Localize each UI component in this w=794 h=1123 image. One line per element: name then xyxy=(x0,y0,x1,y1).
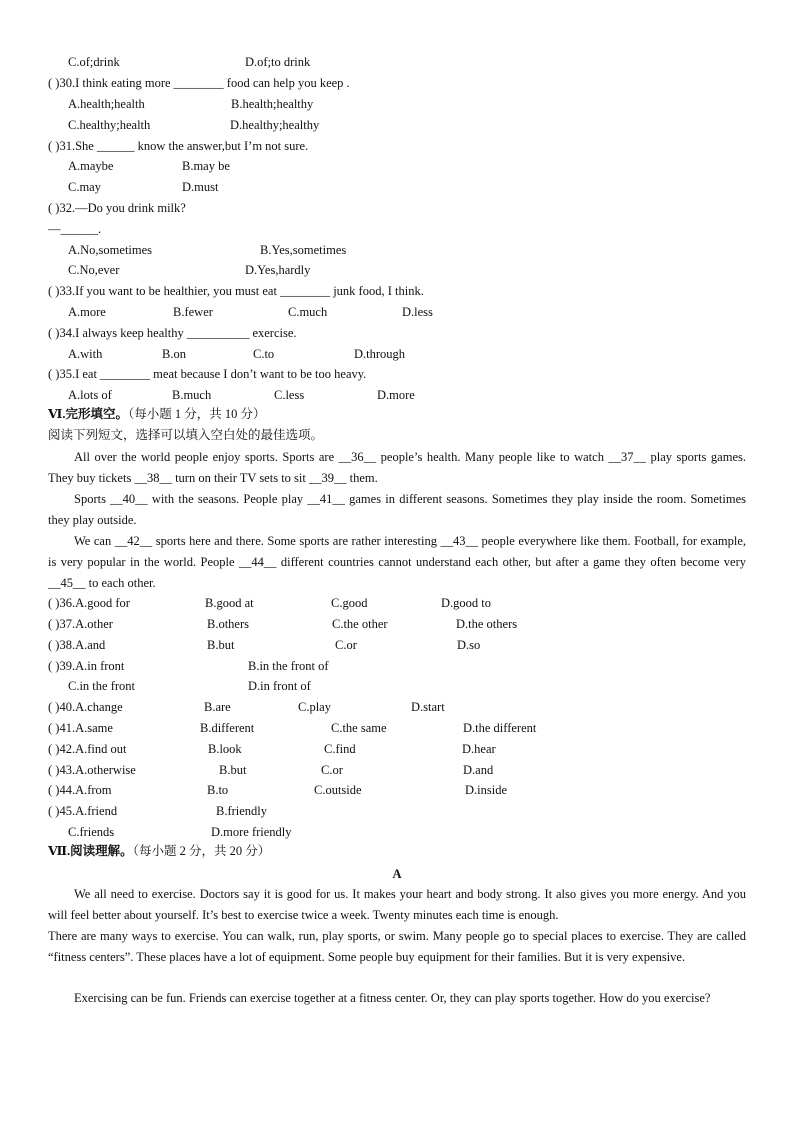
cloze-q36-stem: ( )36.A.good for xyxy=(48,596,130,610)
cloze-paragraph-2: Sports __40__ with the seasons. People play __41__ games in different seasons. Sometimes they play inside the room. Sometimes they play outside. xyxy=(48,492,746,527)
cloze-paragraph-3: We can __42__ sports here and there. Some sports are rather interesting __43__ people everywhere like them. Football, for example, is very popular in the world. People __44__ different countries cannot understand each other, but after a game they often become very __45__ to each other. xyxy=(48,534,746,590)
cloze-q41-option-c: C.the same xyxy=(331,721,387,735)
q33-option-a: A.more xyxy=(68,305,106,319)
cloze-q39-option-c: C.in the front xyxy=(68,679,136,693)
cloze-q43-option-c: C.or xyxy=(321,763,343,777)
cloze-q44-stem: ( )44.A.from xyxy=(48,783,112,797)
q32-option-d: D.Yes,hardly xyxy=(245,263,311,277)
cloze-q37-stem: ( )37.A.other xyxy=(48,617,113,631)
q33-option-c: C.much xyxy=(288,305,328,319)
cloze-q36-option-b: B.good at xyxy=(205,596,254,610)
section6-heading: Ⅵ.完形填空。 xyxy=(48,407,128,421)
q31-option-b: B.may be xyxy=(182,159,230,173)
passage-title: A xyxy=(392,867,402,881)
q31-option-c: C.may xyxy=(68,180,101,194)
cloze-q37-option-c: C.the other xyxy=(332,617,388,631)
cloze-q36-option-c: C.good xyxy=(331,596,368,610)
cloze-q42-option-c: C.find xyxy=(324,742,356,756)
q30-option-a: A.health;health xyxy=(68,97,145,111)
cloze-q37-option-d: D.the others xyxy=(456,617,518,631)
cloze-q44-option-d: D.inside xyxy=(465,783,508,797)
cloze-q45-option-b: B.friendly xyxy=(216,804,268,818)
cloze-q40-option-d: D.start xyxy=(411,700,445,714)
reading-paragraph-1: We all need to exercise. Doctors say it is good for us. It makes your heart and body strong. It also gives you more energy. And you will feel better about yourself. It’s best to exercise twice a week. Twenty minutes each time is enough. xyxy=(48,887,746,922)
cloze-q41-option-d: D.the different xyxy=(463,721,537,735)
cloze-q42-stem: ( )42.A.find out xyxy=(48,742,127,756)
cloze-q42-option-b: B.look xyxy=(208,742,242,756)
q32-option-c: C.No,ever xyxy=(68,263,120,277)
cloze-q37-option-b: B.others xyxy=(207,617,250,631)
cloze-q45-option-c: C.friends xyxy=(68,825,115,839)
q34-option-c: C.to xyxy=(253,347,275,361)
cloze-q41-option-b: B.different xyxy=(200,721,255,735)
cloze-q39-stem: ( )39.A.in front xyxy=(48,659,125,673)
cloze-q38-stem: ( )38.A.and xyxy=(48,638,106,652)
q35-option-b: B.much xyxy=(172,388,212,402)
q32-stem: ( )32.—Do you drink milk? xyxy=(48,201,186,215)
reading-paragraph-3: Exercising can be fun. Friends can exercise together at a fitness center. Or, they can play sports together. How do you exercise? xyxy=(74,991,711,1005)
q30-option-c: C.healthy;health xyxy=(68,118,151,132)
q29-option-c: C.of;drink xyxy=(68,55,120,69)
section6-score: （每小题 1 分，共 10 分） xyxy=(128,407,266,421)
cloze-q41-stem: ( )41.A.same xyxy=(48,721,113,735)
cloze-q43-option-b: B.but xyxy=(219,763,247,777)
cloze-q38-option-b: B.but xyxy=(207,638,235,652)
q35-option-c: C.less xyxy=(274,388,305,402)
q35-option-a: A.lots of xyxy=(68,388,112,402)
cloze-q40-option-c: C.play xyxy=(298,700,331,714)
cloze-q45-stem: ( )45.A.friend xyxy=(48,804,118,818)
section7-heading: Ⅶ.阅读理解。 xyxy=(48,844,133,858)
q33-stem: ( )33.If you want to be healthier, you must eat ________ junk food, I think. xyxy=(48,284,424,298)
q34-option-a: A.with xyxy=(68,347,103,361)
section6-instruction: 阅读下列短文，选择可以填入空白处的最佳选项。 xyxy=(48,428,324,442)
cloze-q42-option-d: D.hear xyxy=(462,742,496,756)
cloze-q43-stem: ( )43.A.otherwise xyxy=(48,763,136,777)
q30-option-d: D.healthy;healthy xyxy=(230,118,320,132)
q30-stem: ( )30.I think eating more ________ food can help you keep . xyxy=(48,76,350,90)
q34-stem: ( )34.I always keep healthy __________ exercise. xyxy=(48,326,297,340)
q32-answer-line: —______. xyxy=(48,222,102,236)
cloze-q39-option-d: D.in front of xyxy=(248,679,311,693)
cloze-q38-option-c: C.or xyxy=(335,638,357,652)
cloze-q45-option-d: D.more friendly xyxy=(211,825,292,839)
cloze-paragraph-1: All over the world people enjoy sports. Sports are __36__ people’s health. Many people like to watch __37__ play sports games. They buy tickets __38__ turn on their TV sets to sit __39__ them. xyxy=(48,450,746,485)
cloze-q36-option-d: D.good to xyxy=(441,596,491,610)
q31-stem: ( )31.She ______ know the answer,but I’m not sure. xyxy=(48,139,309,153)
cloze-q43-option-d: D.and xyxy=(463,763,494,777)
cloze-q39-option-b: B.in the front of xyxy=(248,659,329,673)
q35-stem: ( )35.I eat ________ meat because I don’t want to be too heavy. xyxy=(48,367,367,381)
q33-option-b: B.fewer xyxy=(173,305,213,319)
q29-option-d: D.of;to drink xyxy=(245,55,311,69)
q32-option-a: A.No,sometimes xyxy=(68,243,153,257)
cloze-q38-option-d: D.so xyxy=(457,638,481,652)
q34-option-d: D.through xyxy=(354,347,406,361)
q33-option-d: D.less xyxy=(402,305,433,319)
q32-option-b: B.Yes,sometimes xyxy=(260,243,347,257)
reading-paragraph-2: There are many ways to exercise. You can walk, run, play sports, or swim. Many people go to special places to exercise. They are called “fitness centers”. These places have a lot of equipment. Some people buy equipment for their families. But it is very expensive. xyxy=(48,929,746,964)
cloze-q40-option-b: B.are xyxy=(204,700,231,714)
cloze-q44-option-c: C.outside xyxy=(314,783,362,797)
q34-option-b: B.on xyxy=(162,347,186,361)
q31-option-a: A.maybe xyxy=(68,159,114,173)
section6-header xyxy=(48,406,266,422)
cloze-q44-option-b: B.to xyxy=(207,783,229,797)
q30-option-b: B.health;healthy xyxy=(231,97,314,111)
cloze-q40-stem: ( )40.A.change xyxy=(48,700,123,714)
section7-score: （每小题 2 分，共 20 分） xyxy=(132,844,271,858)
q35-option-d: D.more xyxy=(377,388,415,402)
section7-header xyxy=(48,843,270,859)
q31-option-d: D.must xyxy=(182,180,219,194)
